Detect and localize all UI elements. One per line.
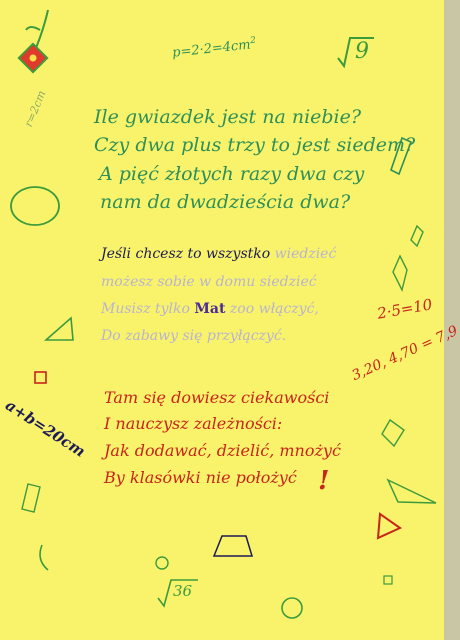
stanza3-line-4: By klasówki nie położyć [104, 468, 297, 487]
stanza2-line-1-end: wiedzieć [274, 246, 337, 262]
product-formula: 2·5=10 [375, 295, 434, 323]
parallelogram-shape-small [411, 226, 423, 246]
square-shape [35, 372, 46, 383]
sum-formula: a+b=20cm [2, 396, 89, 461]
stanza2-line-2: możesz sobie w domu siedzieć [101, 274, 317, 290]
trapezoid-shape [214, 536, 252, 556]
kite-shape [393, 256, 407, 290]
stanza2-line-3-end: zoo włączyć, [229, 301, 319, 317]
triangle-shape-red [378, 514, 400, 538]
perimeter-formula-exponent: 2 [249, 35, 257, 47]
stanza3-line-2: I nauczysz zależności: [104, 414, 283, 433]
stanza2-line-1 [101, 246, 336, 262]
stanza2-line-1-start: Jeśli chcesz to wszystko [101, 246, 271, 262]
sequence-formula: 3,20, 4,70 = 7,9 [349, 322, 460, 384]
square-shape-tiny [384, 576, 392, 584]
stanza2-line-3-start: Musisz tylko [101, 301, 190, 317]
ellipse-shape [11, 187, 59, 225]
stanza1-line-2: Czy dwa plus trzy to jest siedem? [94, 134, 416, 156]
stanza1-line-3: A pięć złotych razy dwa czy [99, 163, 365, 185]
stanza2-mat-highlight: Mat [194, 301, 226, 317]
stanza2-line-4: Do zabawy się przyłączyć. [101, 328, 287, 344]
circle-shape [282, 598, 302, 618]
stanza1-line-1: Ile gwiazdek jest na niebie? [94, 106, 362, 128]
stanza3-line-3: Jak dodawać, dzielić, mnożyć [104, 441, 341, 460]
diamond-shape [382, 420, 404, 446]
parallelogram-shape-thin [22, 484, 40, 512]
perimeter-formula-text: p=2·2=4cm [171, 37, 252, 61]
radius-formula: r=2cm [22, 88, 49, 129]
triangle-shape-long [388, 480, 436, 503]
stanza2-line-3 [101, 301, 319, 317]
stanza1-line-4: nam da dwadzieścia dwa? [100, 191, 351, 213]
sqrt-36-value: 36 [173, 582, 193, 600]
arc-shape [40, 545, 48, 570]
circle-shape-small [156, 557, 168, 569]
sqrt-9-value: 9 [355, 39, 369, 64]
triangle-shape [46, 318, 73, 340]
stanza3-line-1: Tam się dowiesz ciekawości [104, 388, 330, 407]
flower-icon [19, 10, 48, 72]
exclamation-mark: ! [318, 466, 330, 496]
